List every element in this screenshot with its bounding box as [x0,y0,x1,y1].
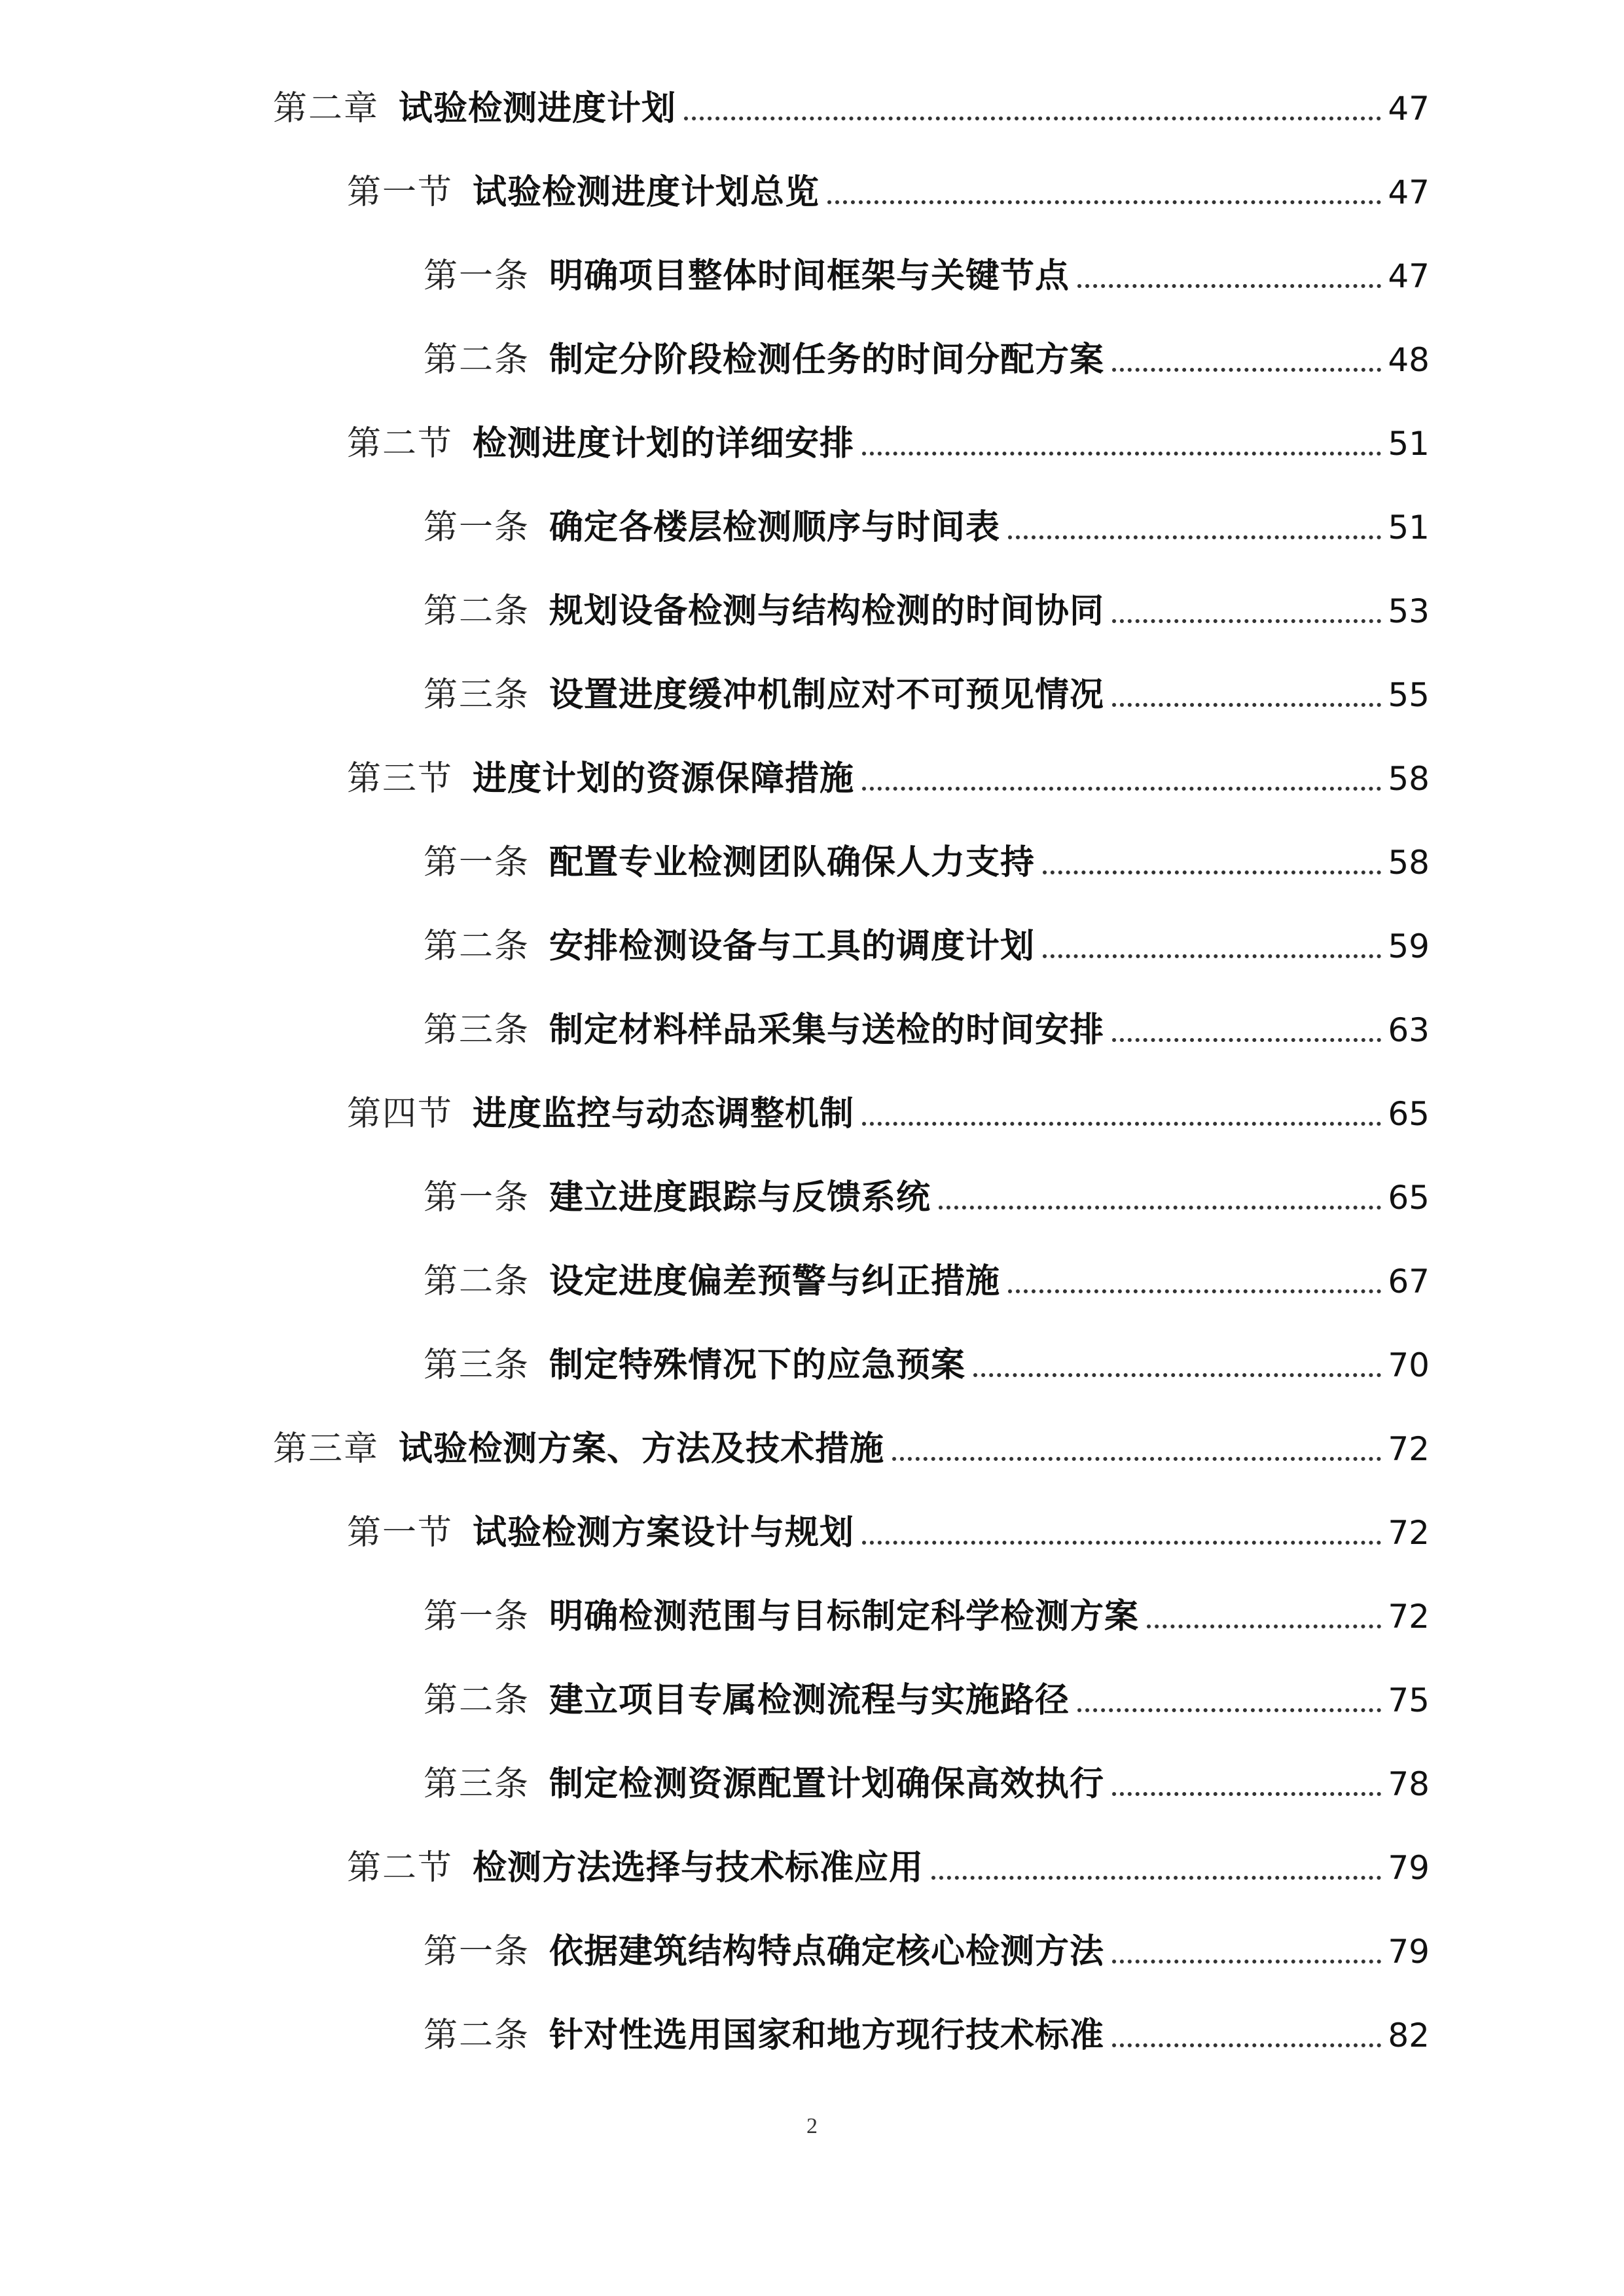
toc-entry-page: 72 [1388,1430,1430,1468]
toc-dot-leader [1112,703,1381,707]
toc-dot-leader [1112,1038,1381,1042]
toc-dot-leader [939,1206,1381,1210]
toc-entry-title: 制定分阶段检测任务的时间分配方案 [549,340,1105,380]
toc-entry-title: 明确项目整体时间框架与关键节点 [549,256,1070,296]
toc-entry-page: 47 [1388,90,1430,128]
toc-entry-title: 试验检测方案设计与规划 [473,1513,855,1552]
toc-entry-number: 第三条 [424,1765,530,1804]
toc-entry-page: 47 [1388,257,1430,295]
toc-dot-leader [827,200,1381,204]
toc-entry-title: 建立项目专属检测流程与实施路径 [549,1680,1070,1720]
toc-entry-number: 第二条 [424,340,530,380]
toc-entry-article[interactable] [424,496,1430,548]
toc-entry-section[interactable] [347,747,1430,800]
toc-entry-page: 53 [1388,592,1430,630]
toc-dot-leader [1147,1624,1381,1628]
toc-dot-leader [862,1541,1381,1545]
toc-entry-title: 规划设备检测与结构检测的时间协同 [549,591,1105,631]
toc-entry-title: 建立进度跟踪与反馈系统 [549,1177,931,1217]
toc-entry-title: 试验检测进度计划总览 [473,172,820,212]
toc-entry-number: 第一条 [424,257,530,296]
toc-entry-article[interactable] [424,1250,1430,1302]
toc-entry-number: 第二节 [347,424,454,463]
toc-entry-article[interactable] [424,1166,1430,1219]
toc-entry-page: 48 [1388,341,1430,379]
toc-entry-title: 检测进度计划的详细安排 [473,423,855,463]
toc-entry-page: 65 [1388,1179,1430,1217]
toc-entry-article[interactable] [424,329,1430,381]
toc-entry-page: 55 [1388,676,1430,714]
toc-entry-article[interactable] [424,664,1430,716]
toc-dot-leader [1008,1289,1381,1293]
toc-entry-title: 依据建筑结构特点确定核心检测方法 [549,1931,1105,1971]
toc-entry-number: 第四节 [347,1094,454,1134]
toc-entry-article[interactable] [424,1334,1430,1386]
toc-dot-leader [1112,2043,1381,2047]
toc-entry-page: 72 [1388,1514,1430,1552]
toc-entry-title: 明确检测范围与目标制定科学检测方案 [549,1596,1140,1636]
toc-entry-section[interactable] [347,161,1430,213]
toc-entry-article[interactable] [424,1920,1430,1973]
toc-entry-article[interactable] [424,2004,1430,2056]
toc-entry-number: 第二条 [424,1262,530,1301]
toc-dot-leader [1112,619,1381,623]
toc-entry-section[interactable] [347,1083,1430,1135]
toc-entry-page: 65 [1388,1095,1430,1133]
toc-entry-chapter-3[interactable] [273,1418,1430,1470]
toc-entry-title: 试验检测方案、方法及技术措施 [399,1429,885,1469]
toc-entry-article[interactable] [424,1753,1430,1805]
toc-entry-section[interactable] [347,412,1430,465]
toc-entry-title: 设置进度缓冲机制应对不可预见情况 [549,675,1105,715]
page-number: 2 [806,2114,818,2138]
toc-entry-page: 70 [1388,1346,1430,1384]
toc-entry-title: 制定检测资源配置计划确保高效执行 [549,1764,1105,1804]
toc-entry-page: 78 [1388,1765,1430,1803]
toc-entry-chapter-2[interactable] [273,77,1430,130]
toc-entry-page: 79 [1388,1933,1430,1971]
toc-entry-number: 第一条 [424,1178,530,1217]
toc-entry-page: 63 [1388,1011,1430,1049]
toc-entry-article[interactable] [424,580,1430,632]
toc-entry-number: 第二章 [273,89,380,128]
toc-dot-leader [1112,1792,1381,1796]
toc-entry-page: 47 [1388,173,1430,211]
toc-dot-leader [1077,1708,1381,1712]
toc-entry-title: 进度监控与动态调整机制 [473,1094,855,1134]
toc-entry-number: 第一条 [424,508,530,547]
toc-dot-leader [862,787,1381,791]
toc-entry-title: 制定材料样品采集与送检的时间安排 [549,1010,1105,1050]
toc-entry-page: 58 [1388,760,1430,798]
toc-entry-page: 82 [1388,2017,1430,2054]
toc-entry-page: 59 [1388,927,1430,965]
toc-dot-leader [684,117,1381,120]
toc-entry-article[interactable] [424,999,1430,1051]
toc-entry-title: 检测方法选择与技术标准应用 [473,1848,924,1888]
toc-entry-article[interactable] [424,915,1430,967]
toc-entry-number: 第二条 [424,1681,530,1720]
toc-entry-number: 第一条 [424,1932,530,1971]
toc-entry-title: 安排检测设备与工具的调度计划 [549,926,1036,966]
toc-entry-article[interactable] [424,1669,1430,1721]
toc-entry-section[interactable] [347,1837,1430,1889]
toc-dot-leader [1008,535,1381,539]
toc-entry-page: 72 [1388,1598,1430,1636]
toc-entry-number: 第三条 [424,1346,530,1385]
toc-entry-page: 67 [1388,1263,1430,1300]
toc-entry-title: 针对性选用国家和地方现行技术标准 [549,2015,1105,2055]
toc-dot-leader [1043,954,1381,958]
toc-entry-section[interactable] [347,1501,1430,1554]
toc-entry-title: 制定特殊情况下的应急预案 [549,1345,966,1385]
toc-entry-number: 第三章 [273,1429,380,1469]
toc-entry-number: 第二节 [347,1848,454,1888]
toc-entry-number: 第二条 [424,2016,530,2055]
toc-dot-leader [1112,368,1381,372]
toc-entry-number: 第一节 [347,1513,454,1552]
toc-entry-title: 设定进度偏差预警与纠正措施 [549,1261,1001,1301]
toc-entry-title: 进度计划的资源保障措施 [473,759,855,798]
toc-entry-article[interactable] [424,831,1430,884]
toc-entry-number: 第一节 [347,173,454,212]
toc-entry-number: 第一条 [424,1597,530,1636]
toc-dot-leader [892,1457,1381,1461]
toc-dot-leader [862,1122,1381,1126]
toc-entry-number: 第三节 [347,759,454,798]
toc-dot-leader [1077,284,1381,288]
toc-dot-leader [1112,1960,1381,1964]
toc-dot-leader [931,1876,1381,1880]
toc-entry-title: 配置专业检测团队确保人力支持 [549,842,1036,882]
toc-entry-page: 79 [1388,1849,1430,1887]
toc-entry-number: 第三条 [424,675,530,715]
toc-entry-page: 75 [1388,1681,1430,1719]
toc-entry-page: 58 [1388,844,1430,882]
toc-entry-number: 第二条 [424,927,530,966]
toc-entry-number: 第二条 [424,592,530,631]
toc-entry-number: 第一条 [424,843,530,882]
toc-entry-article[interactable] [424,1585,1430,1638]
toc-dot-leader [862,452,1381,456]
toc-dot-leader [973,1373,1381,1377]
toc-entry-number: 第三条 [424,1011,530,1050]
toc-entry-article[interactable] [424,245,1430,297]
toc-entry-page: 51 [1388,509,1430,547]
toc-entry-page: 51 [1388,425,1430,463]
toc-entry-title: 试验检测进度计划 [399,88,677,128]
toc-entry-title: 确定各楼层检测顺序与时间表 [549,507,1001,547]
toc-dot-leader [1043,870,1381,874]
